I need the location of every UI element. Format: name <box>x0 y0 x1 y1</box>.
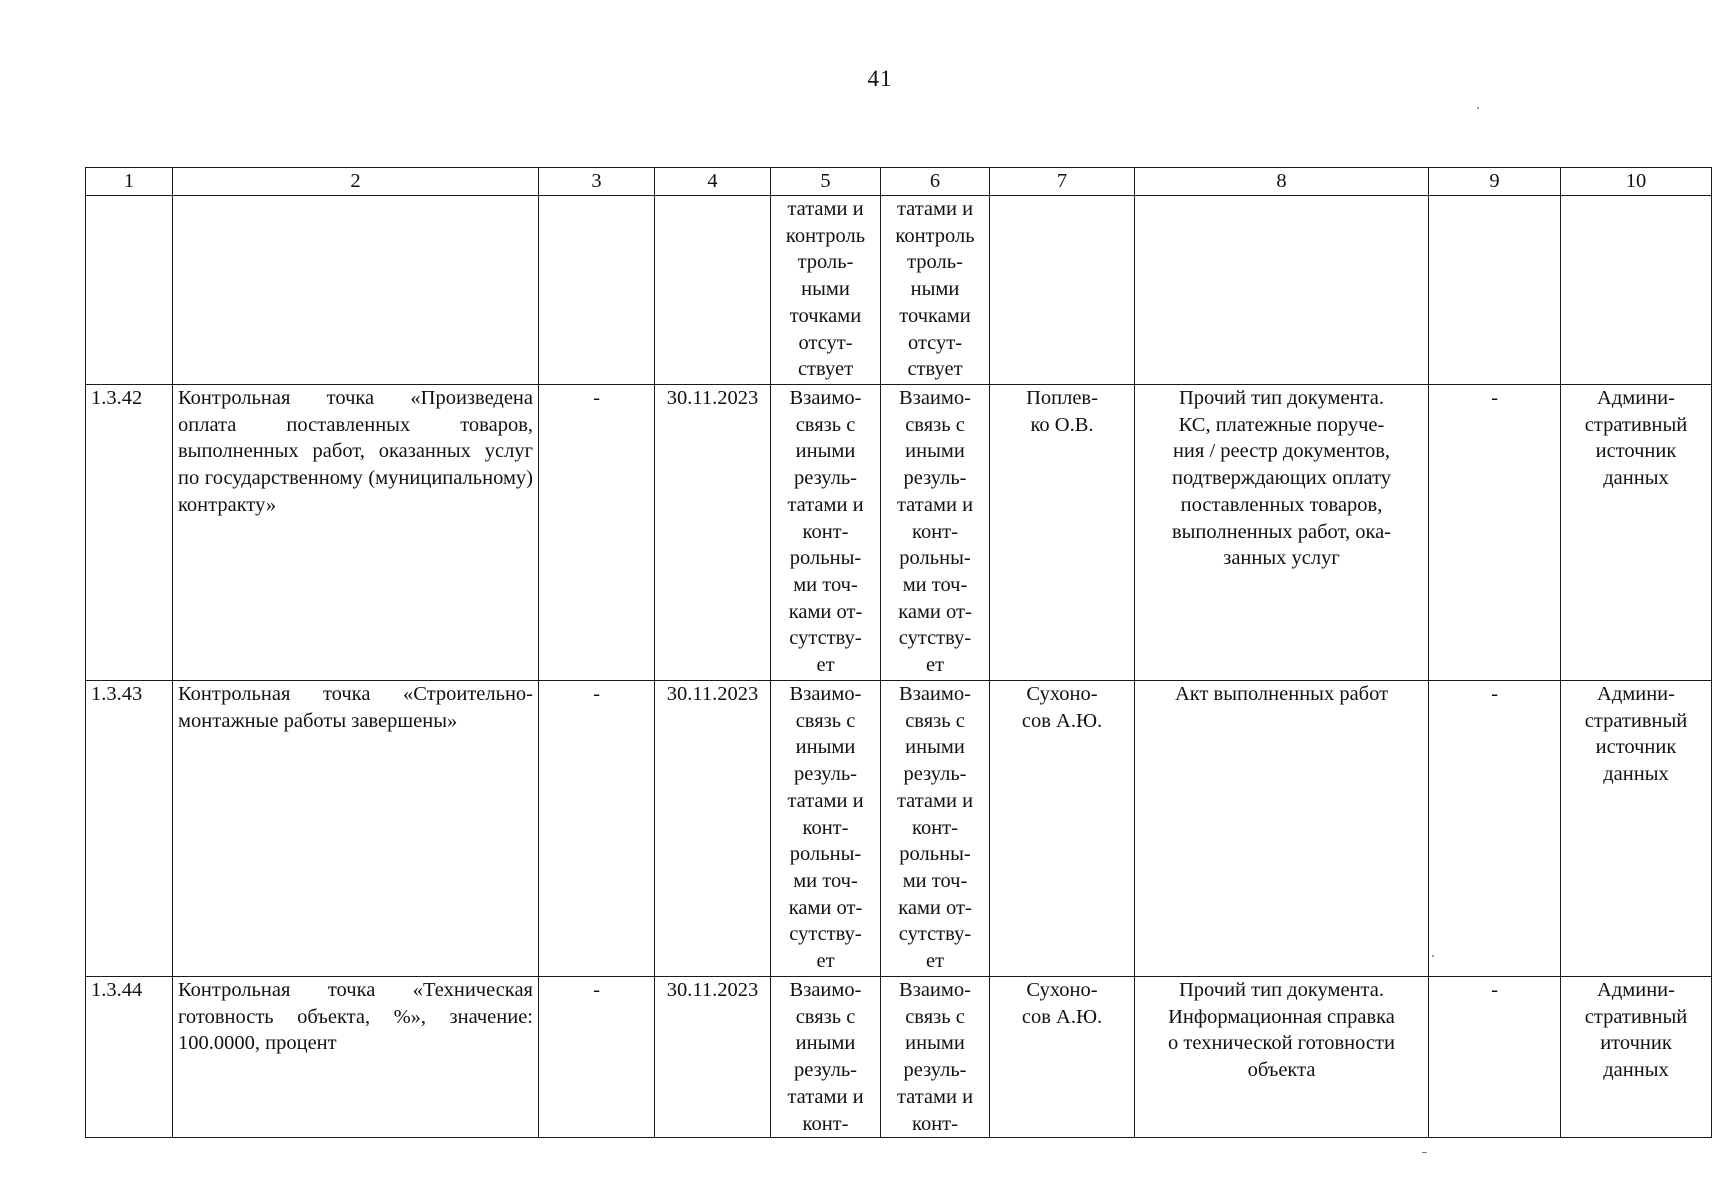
table-cell: - <box>539 681 655 977</box>
column-header: 2 <box>173 168 539 196</box>
scan-speck <box>1422 1152 1427 1153</box>
relation-cell: Взаимо- связь с иными резуль- татами и конт- рольны- ми точ- ками от- сутству- ет <box>881 681 990 977</box>
table-row <box>86 385 1712 681</box>
relation-cell: Взаимо- связь с иными резуль- татами и конт- <box>771 977 881 1138</box>
column-header: 6 <box>881 168 990 196</box>
table-row <box>86 977 1712 1138</box>
column-header: 9 <box>1429 168 1561 196</box>
relation-cell: Взаимо- связь с иными резуль- татами и конт- рольны- ми точ- ками от- сутству- ет <box>881 385 990 681</box>
table-cell: - <box>539 385 655 681</box>
checkpoint-name: Контрольная точка «Техническая готовность объекта, %», значение: 100.0000, процент <box>173 977 539 1138</box>
table-cell: - <box>1429 681 1561 977</box>
due-date: 30.11.2023 <box>655 681 771 977</box>
table-cell: - <box>539 977 655 1138</box>
table-cell: - <box>1429 385 1561 681</box>
data-source: Админи- стративный иточник данных <box>1561 977 1712 1138</box>
table-cell <box>990 196 1135 385</box>
scan-speck <box>1477 107 1479 109</box>
responsible-person: Сухоно- сов А.Ю. <box>990 977 1135 1138</box>
column-header: 8 <box>1135 168 1429 196</box>
document-type: Прочий тип документа. Информационная справка о технической готовности объекта <box>1135 977 1429 1138</box>
relation-cell: Взаимо- связь с иными резуль- татами и конт- рольны- ми точ- ками от- сутству- ет <box>771 681 881 977</box>
table-cell <box>1561 196 1712 385</box>
table-cell <box>655 196 771 385</box>
table-cell <box>86 196 173 385</box>
row-number: 1.3.43 <box>86 681 173 977</box>
column-header: 3 <box>539 168 655 196</box>
column-header: 7 <box>990 168 1135 196</box>
column-header: 1 <box>86 168 173 196</box>
checkpoint-name: Контрольная точка «Произведена оплата поставленных товаров, выполненных работ, оказанных услуг по государственному (муниципальному) контракту» <box>173 385 539 681</box>
row-number: 1.3.42 <box>86 385 173 681</box>
table-cell <box>539 196 655 385</box>
table-cell <box>173 196 539 385</box>
checkpoint-name: Контрольная точка «Строительно-монтажные работы завершены» <box>173 681 539 977</box>
table-cell <box>1429 196 1561 385</box>
column-header: 4 <box>655 168 771 196</box>
header-row <box>86 168 1712 196</box>
relation-cell: Взаимо- связь с иными резуль- татами и конт- <box>881 977 990 1138</box>
column-header: 5 <box>771 168 881 196</box>
document-type: Акт выполненных работ <box>1135 681 1429 977</box>
column-header: 10 <box>1561 168 1712 196</box>
relation-cell: татами и контроль троль- ными точками отсут- ствует <box>771 196 881 385</box>
row-number: 1.3.44 <box>86 977 173 1138</box>
responsible-person: Поплев- ко О.В. <box>990 385 1135 681</box>
data-table <box>85 167 1712 1138</box>
table-row-continuation <box>86 196 1712 385</box>
document-type: Прочий тип документа. КС, платежные поруче- ния / реестр документов, подтверждающих оплату поставленных товаров, выполненных работ, ока- занных услуг <box>1135 385 1429 681</box>
due-date: 30.11.2023 <box>655 385 771 681</box>
table-cell <box>1135 196 1429 385</box>
page-number: 41 <box>867 66 893 91</box>
table-cell: - <box>1429 977 1561 1138</box>
relation-cell: татами и контроль троль- ными точками отсут- ствует <box>881 196 990 385</box>
relation-cell: Взаимо- связь с иными резуль- татами и конт- рольны- ми точ- ками от- сутству- ет <box>771 385 881 681</box>
data-source: Админи- стративный источник данных <box>1561 681 1712 977</box>
table-row <box>86 681 1712 977</box>
due-date: 30.11.2023 <box>655 977 771 1138</box>
data-source: Админи- стративный источник данных <box>1561 385 1712 681</box>
responsible-person: Сухоно- сов А.Ю. <box>990 681 1135 977</box>
